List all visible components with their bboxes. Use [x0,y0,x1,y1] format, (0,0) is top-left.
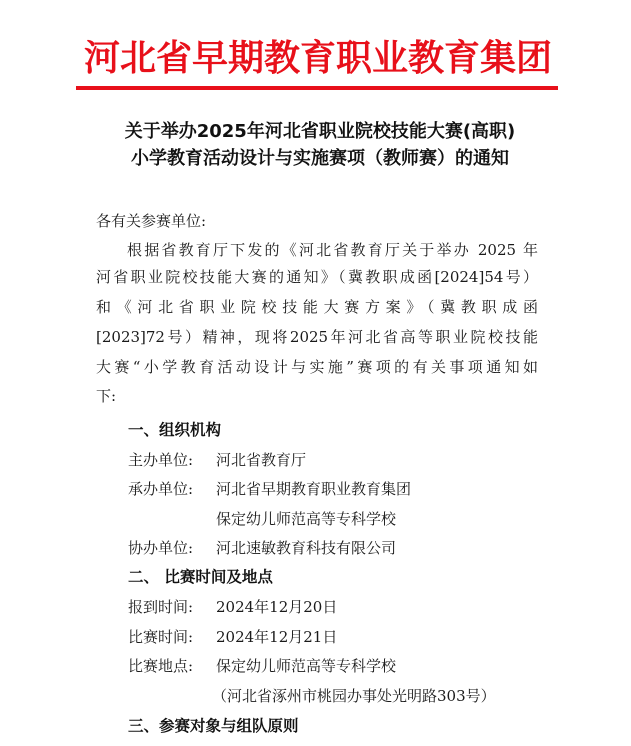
venue-value: 保定幼儿师范高等专科学校 [216,657,397,675]
venue-address: （河北省涿州市桃园办事处光明路303号） [212,687,496,705]
letterhead-red-rule [76,86,558,90]
host-value: 河北省教育厅 [216,451,307,469]
checkin-label: 报到时间: [128,598,194,616]
contest-time-value: 2024年12月21日 [216,628,338,646]
organizer-value-1: 河北省早期教育职业教育集团 [216,480,412,498]
section-3-heading: 三、参赛对象与组队原则 [128,717,299,735]
contest-time-label: 比赛时间: [128,628,194,646]
intro-line-2: 河省职业院校技能大赛的通知》（冀教职成函[2024]54号） [96,268,538,286]
host-label: 主办单位: [128,451,194,469]
notice-title-line-1: 关于举办2025年河北省职业院校技能大赛(高职) [124,121,516,142]
organizer-value-2: 保定幼儿师范高等专科学校 [216,510,397,528]
checkin-value: 2024年12月20日 [216,598,338,616]
venue-label: 比赛地点: [128,657,194,675]
co-organizer-value: 河北速敏教育科技有限公司 [216,539,397,557]
intro-line-4: [2023]72号）精神，现将2025年河北省高等职业院校技能 [96,328,538,346]
organizer-label: 承办单位: [128,480,194,498]
section-2-heading: 二、 比赛时间及地点 [128,568,273,586]
notice-title-line-2: 小学教育活动设计与实施赛项（教师赛）的通知 [131,148,509,169]
intro-line-6: 下: [96,387,117,405]
section-1-heading: 一、组织机构 [128,421,222,439]
salutation: 各有关参赛单位: [96,212,207,230]
letterhead-org-name: 河北省早期教育职业教育集团 [83,38,552,79]
intro-line-1: 根据省教育厅下发的《河北省教育厅关于举办 2025 年 [127,241,538,259]
co-organizer-label: 协办单位: [128,539,194,557]
intro-line-3: 和《河北省职业院校技能大赛方案》（冀教职成函 [96,298,538,316]
intro-line-5: 大赛“小学教育活动设计与实施”赛项的有关事项通知如 [96,358,538,376]
